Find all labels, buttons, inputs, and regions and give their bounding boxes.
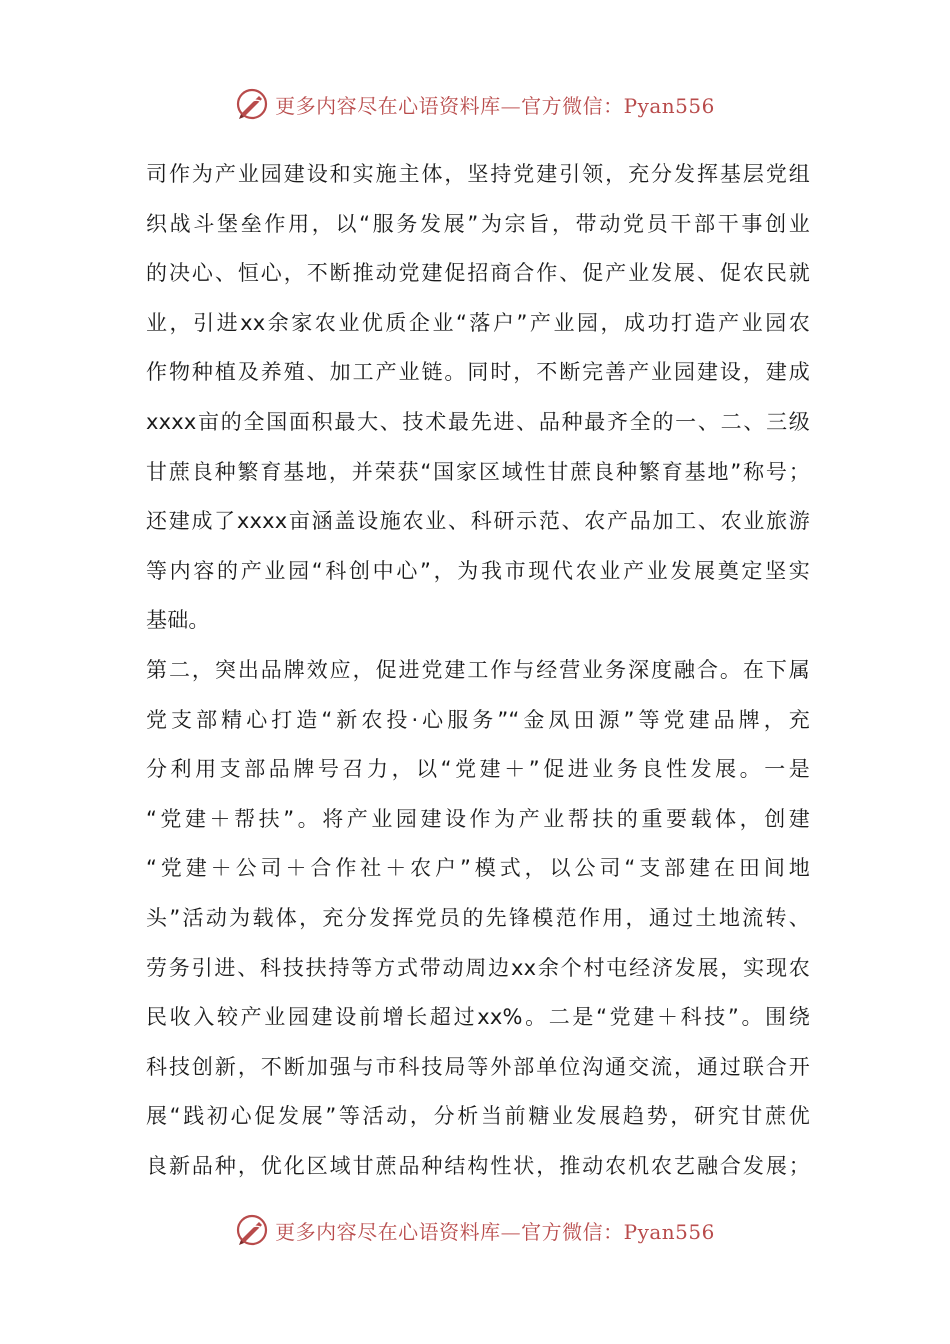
text-line: 业，引进xx余家农业优质企业“落户”产业园，成功打造产业园农	[146, 310, 810, 335]
text-line: “党建＋公司＋合作社＋农户”模式，以公司“支部建在田间地	[146, 856, 810, 881]
footer-watermark	[0, 1210, 950, 1250]
text-line: xxxx亩的全国面积最大、技术最先进、品种最齐全的一、二、三级	[146, 409, 810, 434]
document-body	[146, 150, 810, 1191]
text-line: 的决心、恒心，不断推动党建促招商合作、促产业发展、促农民就	[146, 261, 810, 286]
text-line: 头”活动为载体，充分发挥党员的先锋模范作用，通过土地流转、	[146, 905, 810, 930]
text-line: 民收入较产业园建设前增长超过xx%。二是“党建＋科技”。围绕	[146, 1005, 810, 1030]
watermark-text: 更多内容尽在心语资料库—官方微信：Pyan556	[275, 1219, 715, 1244]
text-line: 基础。	[146, 608, 210, 633]
pen-logo-icon	[235, 87, 269, 121]
pen-logo-icon	[235, 1213, 269, 1247]
text-line: 等内容的产业园“科创中心”，为我市现代农业产业发展奠定坚实	[146, 558, 810, 583]
text-line: 党支部精心打造“新农投·心服务”“金凤田源”等党建品牌，充	[146, 707, 810, 732]
text-line: 第二，突出品牌效应，促进党建工作与经营业务深度融合。在下属	[146, 657, 810, 682]
paragraph	[146, 646, 810, 1192]
text-line: 甘蔗良种繁育基地，并荣获“国家区域性甘蔗良种繁育基地”称号；	[146, 459, 810, 484]
text-line: 还建成了xxxx亩涵盖设施农业、科研示范、农产品加工、农业旅游	[146, 509, 810, 534]
watermark-text: 更多内容尽在心语资料库—官方微信：Pyan556	[275, 93, 715, 118]
text-line: 科技创新，不断加强与市科技局等外部单位沟通交流，通过联合开	[146, 1054, 810, 1079]
paragraph	[146, 150, 810, 646]
text-line: 织战斗堡垒作用，以“服务发展”为宗旨，带动党员干部干事创业	[146, 211, 810, 236]
text-line: 良新品种，优化区域甘蔗品种结构性状，推动农机农艺融合发展；	[146, 1153, 810, 1178]
text-line: 司作为产业园建设和实施主体，坚持党建引领，充分发挥基层党组	[146, 162, 810, 186]
text-line: 作物种植及养殖、加工产业链。同时，不断完善产业园建设，建成	[146, 360, 810, 385]
header-watermark	[0, 84, 950, 124]
text-line: “党建＋帮扶”。将产业园建设作为产业帮扶的重要载体，创建	[146, 806, 810, 831]
text-line: 展“践初心促发展”等活动，分析当前糖业发展趋势，研究甘蔗优	[146, 1104, 810, 1129]
text-line: 分利用支部品牌号召力，以“党建＋”促进业务良性发展。一是	[146, 757, 810, 782]
text-line: 劳务引进、科技扶持等方式带动周边xx余个村屯经济发展，实现农	[146, 955, 810, 980]
